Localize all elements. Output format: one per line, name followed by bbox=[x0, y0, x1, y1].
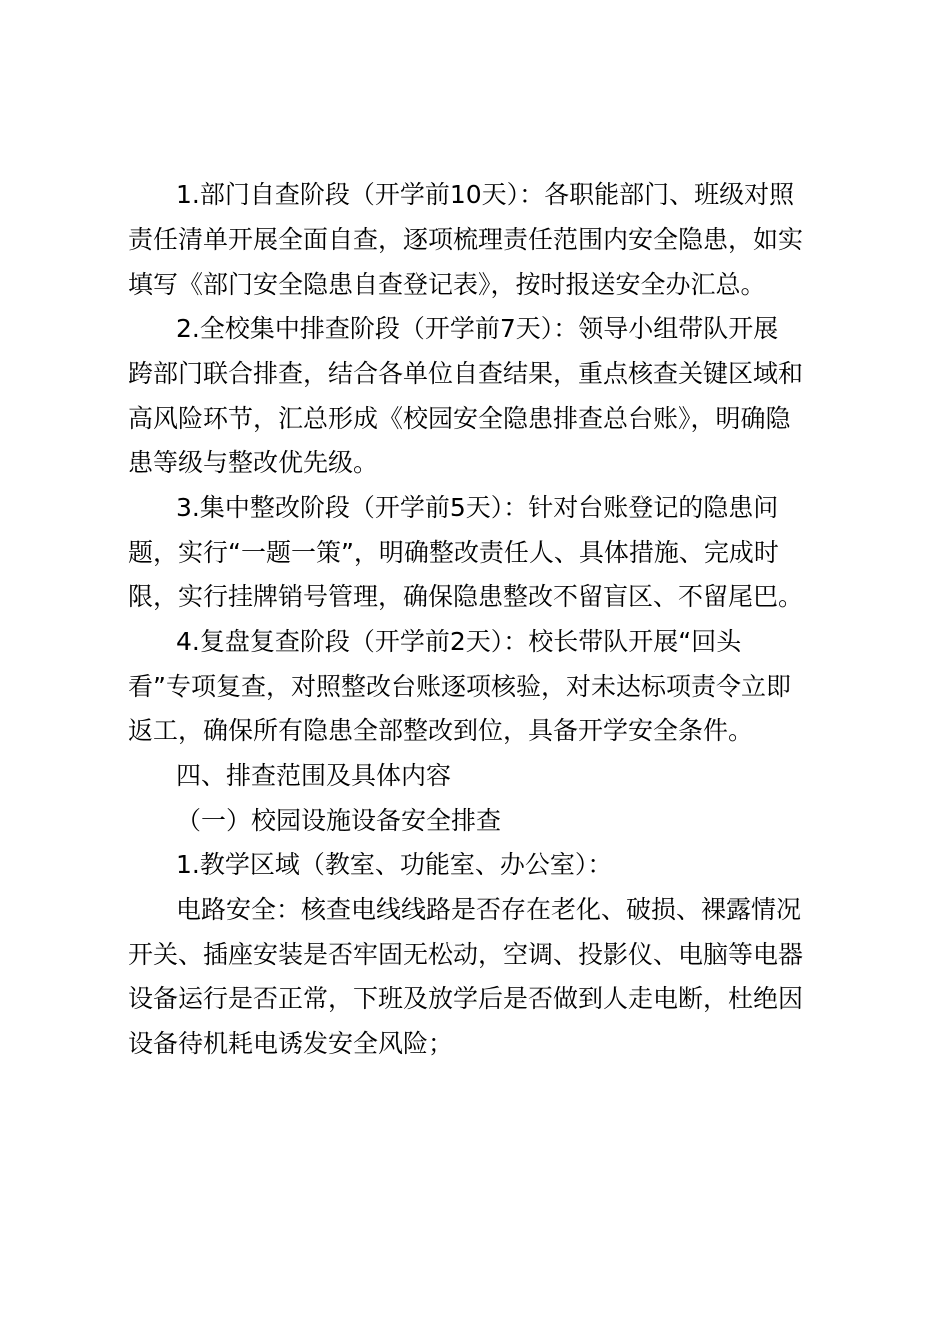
paragraph-5-line-1: 电路安全：核查电线线路是否存在老化、破损、裸露情况 bbox=[176, 895, 802, 924]
section-heading: 四、排查范围及具体内容 bbox=[176, 761, 452, 790]
paragraph-3-line-2: 题，实行“一题一策”，明确整改责任人、具体措施、完成时 bbox=[128, 538, 779, 567]
paragraph-2-line-2: 跨部门联合排查，结合各单位自查结果，重点核查关键区域和 bbox=[128, 359, 804, 388]
paragraph-5-line-3: 设备运行是否正常，下班及放学后是否做到人走电断，杜绝因 bbox=[128, 984, 804, 1013]
paragraph-2-line-3: 高风险环节，汇总形成《校园安全隐患排查总台账》，明确隐 bbox=[128, 404, 791, 433]
paragraph-4-line-2: 看”专项复查，对照整改台账逐项核验，对未达标项责令立即 bbox=[128, 672, 791, 701]
paragraph-4-line-3: 返工，确保所有隐患全部整改到位，具备开学安全条件。 bbox=[128, 716, 754, 745]
paragraph-3-line-1: 3.集中整改阶段（开学前5天）：针对台账登记的隐患问 bbox=[176, 493, 779, 522]
paragraph-5-line-4: 设备待机耗电诱发安全风险； bbox=[128, 1029, 454, 1058]
paragraph-1-line-1: 1.部门自查阶段（开学前10天）：各职能部门、班级对照 bbox=[176, 180, 795, 209]
paragraph-2-line-4: 患等级与整改优先级。 bbox=[128, 448, 379, 477]
paragraph-1-line-3: 填写《部门安全隐患自查登记表》，按时报送安全办汇总。 bbox=[128, 270, 766, 299]
paragraph-2-line-1: 2.全校集中排查阶段（开学前7天）：领导小组带队开展 bbox=[176, 314, 779, 343]
subsection-heading: （一）校园设施设备安全排查 bbox=[176, 806, 502, 835]
item-heading: 1.教学区域（教室、功能室、办公室）： bbox=[176, 850, 613, 879]
paragraph-3-line-3: 限，实行挂牌销号管理，确保隐患整改不留盲区、不留尾巴。 bbox=[128, 582, 804, 611]
paragraph-1-line-2: 责任清单开展全面自查，逐项梳理责任范围内安全隐患，如实 bbox=[128, 225, 804, 254]
paragraph-4-line-1: 4.复盘复查阶段（开学前2天）：校长带队开展“回头 bbox=[176, 627, 742, 656]
paragraph-5-line-2: 开关、插座安装是否牢固无松动，空调、投影仪、电脑等电器 bbox=[128, 940, 804, 969]
